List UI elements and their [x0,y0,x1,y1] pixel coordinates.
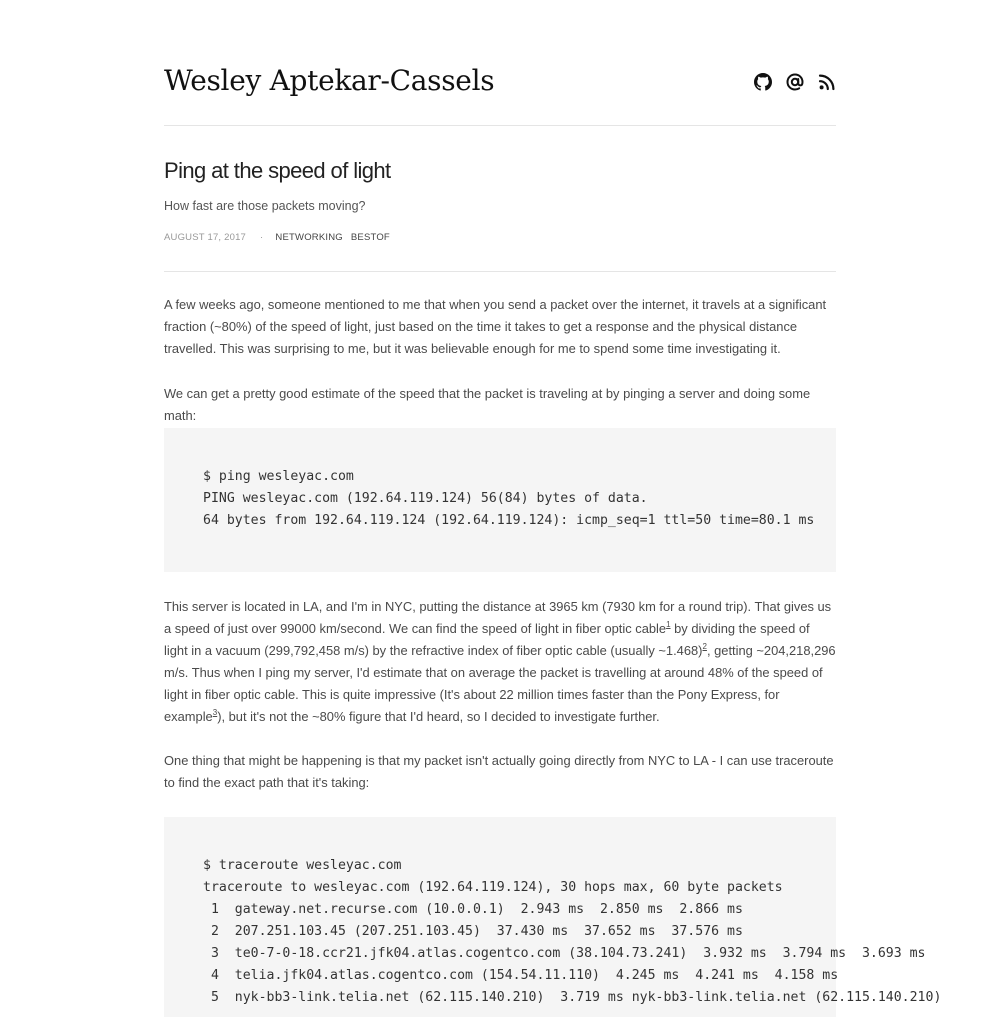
tag-bestof[interactable]: BESTOF [350,232,390,243]
code-line: 1 gateway.net.recurse.com (10.0.0.1) 2.943 ms 2.850 ms 2.866 ms [203,902,743,917]
paragraph [164,596,836,728]
code-block-traceroute [164,817,942,1017]
social-links [754,73,836,91]
code-line: $ ping wesleyac.com [203,469,354,484]
paragraph: A few weeks ago, someone mentioned to me that when you send a packet over the internet, it travels at a significant fraction (~80%) of the speed of light, just based on the time it takes to get a response and the physical distance travelled. This was surprising to me, but it was believable enough for me to spend some time investigating it. [164,297,827,356]
code-line: 2 207.251.103.45 (207.251.103.45) 37.430 ms 37.652 ms 37.576 ms [203,924,743,939]
at-icon[interactable] [786,73,804,91]
code-line: 3 te0-7-0-18.ccr21.jfk04.atlas.cogentco.com (38.104.73.241) 3.932 ms 3.794 ms 3.693 ms [203,946,926,961]
page-container [164,0,942,1005]
code-line: 4 telia.jfk04.atlas.cogentco.com (154.54.11.110) 4.245 ms 4.241 ms 4.158 ms [203,968,839,983]
site-header [164,0,836,126]
code-line: 64 bytes from 192.64.119.124 (192.64.119.124): icmp_seq=1 ttl=50 time=80.1 ms [203,513,815,528]
footnote-link-1[interactable]: 1 [666,620,671,629]
code-line: traceroute to wesleyac.com (192.64.119.124), 30 hops max, 60 byte packets [203,880,783,895]
paragraph: One thing that might be happening is that my packet isn't actually going directly from NYC to LA - I can use traceroute to find the exact path that it's taking: [164,753,834,790]
code-ping [203,466,836,532]
paragraph-text: , getting ~204,218,296 m/s. Thus when I ping my server, I'd estimate that on average the packet is travelling at around 48% of the speed of light in fiber optic cable. This is quite impressive (It's about 22 million times faster than the Pony Express, for example [164,643,836,724]
github-icon[interactable] [754,73,772,91]
rss-icon[interactable] [818,73,836,91]
code-block-ping [164,428,836,572]
tag-networking[interactable]: NETWORKING [275,232,343,243]
post-subtitle: How fast are those packets moving? [164,199,366,213]
post-header [164,126,836,272]
footnote-link-3[interactable]: 3 [212,708,218,717]
code-line: 5 nyk-bb3-link.telia.net (62.115.140.210) 3.719 ms nyk-bb3-link.telia.net (62.115.140.210) [203,990,942,1005]
post-title: Ping at the speed of light [164,158,391,183]
paragraph-text: ), but it's not the ~80% figure that I'd heard, so I decided to investigate further. [217,709,660,724]
paragraph-text: by dividing the speed of light in a vacuum (299,792,458 m/s) by the refractive index of fiber optic cable (usually ~1.468) [164,621,810,658]
site-title[interactable]: Wesley Aptekar-Cassels [164,64,495,97]
code-traceroute [203,855,942,1009]
post-date: AUGUST 17, 2017 [164,232,247,243]
paragraph: We can get a pretty good estimate of the speed that the packet is traveling at by pinging a server and doing some math: [164,386,811,423]
paragraph-text: This server is located in LA, and I'm in NYC, putting the distance at 3965 km (7930 km for a round trip). That gives us a speed of just over 99000 km/second. We can find the speed of light in fiber optic cable [164,599,832,636]
meta-separator: · [260,232,264,243]
code-line: PING wesleyac.com (192.64.119.124) 56(84) bytes of data. [203,491,648,506]
post-meta [164,232,398,243]
footnote-link-2[interactable]: 2 [702,642,707,651]
code-line: $ traceroute wesleyac.com [203,858,402,873]
